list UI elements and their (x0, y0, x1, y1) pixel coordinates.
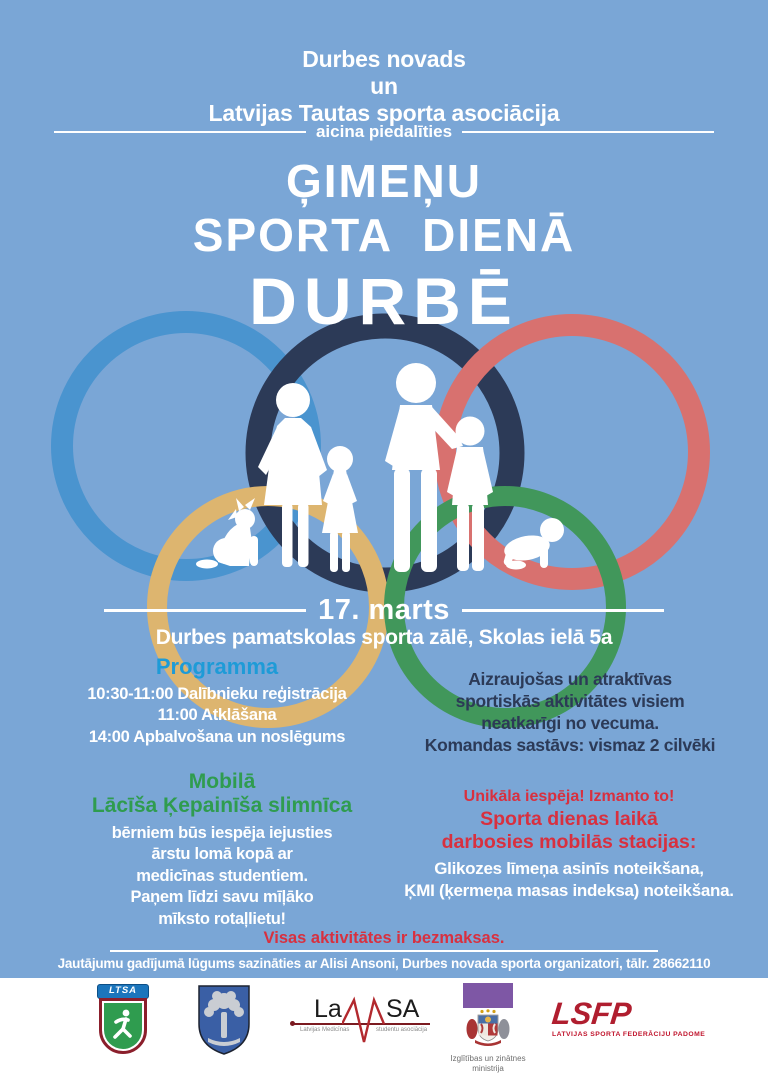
program-heading: Programma (155, 654, 279, 679)
separator-line (110, 950, 658, 952)
lamsa-subtext-right: studentu asociācija (376, 1027, 428, 1033)
title-line-3: DURBĒ (249, 264, 519, 338)
activities-line: Komandas sastāvs: vismaz 2 cilvēki (424, 735, 716, 756)
hospital-line: Paņem līdzi savu mīļāko (130, 888, 314, 907)
stations-heading-2: darbosies mobilās stacijas: (441, 831, 697, 853)
hospital-section (52, 770, 392, 930)
hospital-line: bērniem būs iespēja iejusties (111, 823, 333, 842)
header-conjunction: un (370, 73, 398, 99)
program-item: 11:00 Atklāšana (157, 706, 277, 725)
ltsa-shield-icon (99, 998, 147, 1054)
date-row (104, 594, 664, 627)
lsfp-caption: LATVIJAS SPORTA FEDERĀCIJU PADOME (552, 1030, 706, 1038)
activities-line: sportiskās aktivitātes visiem (455, 691, 685, 712)
ecg-heartbeat-icon (342, 996, 388, 1046)
lamsa-subtext-left: Latvijas Medicīnas (300, 1027, 350, 1033)
ministry-caption-1: Izglītības un zinātnes (450, 1054, 526, 1063)
header-organizer-2: Latvijas Tautas sporta asociācija (208, 100, 560, 126)
stations-intro: Unikāla iespēja! Izmanto to! (463, 788, 675, 805)
logo-strip (0, 978, 768, 1080)
header-tagline-row (54, 122, 714, 142)
stations-line: ĶMI (ķermeņa masas indeksa) noteikšana. (404, 881, 734, 901)
event-venue: Durbes pamatskolas sporta zālē, Skolas ielā 5a (155, 626, 613, 649)
ltsa-banner: LTSA (97, 984, 149, 999)
free-note: Visas aktivitātes ir bezmaksas. (263, 929, 505, 947)
lamsa-logo (290, 996, 432, 1046)
ministry-purple-block (463, 983, 513, 1008)
ltsa-logo (97, 984, 149, 1054)
activities-section (392, 668, 748, 756)
latvia-coat-of-arms-icon (465, 1009, 511, 1047)
stations-line: Glikozes līmeņa asinīs noteikšana, (434, 859, 704, 878)
lsfp-wordmark: LSFP (550, 996, 634, 1031)
title-line-1: ĢIMEŅU (286, 155, 482, 207)
tagline-rule-left (54, 131, 306, 133)
hospital-line: medicīnas studentiem. (136, 866, 308, 885)
durbe-coat-of-arms-icon (195, 984, 253, 1056)
lamsa-text-left: La (314, 995, 342, 1023)
activities-line: neatkarīgi no vecuma. (481, 713, 659, 734)
running-man-icon (109, 1007, 137, 1045)
tagline-rule-right (462, 131, 714, 133)
ministry-caption-2: ministrija (472, 1063, 504, 1073)
date-rule-right (462, 609, 664, 612)
contact-line: Jautājumu gadījumā lūgums sazināties ar Alisi Ansoni, Durbes novada sporta organizatori, tālr. 28662110 (57, 956, 711, 971)
event-date: 17. marts (318, 594, 450, 626)
date-rule-left (104, 609, 306, 612)
hospital-heading-2: Lācīša Ķepainīša slimnīca (91, 793, 353, 817)
header-organizer-1: Durbes novads (302, 46, 466, 72)
lsfp-logo (550, 996, 712, 1038)
hospital-line: ārstu lomā kopā ar (151, 845, 293, 864)
activities-line: Aizraujošas un atraktīvas (468, 669, 672, 689)
hospital-heading-1: Mobilā (188, 770, 256, 793)
program-item: 14:00 Apbalvošana un noslēgums (88, 727, 346, 746)
program-item: 10:30-11:00 Dalībnieku reģistrācija (87, 685, 347, 703)
ministry-logo (448, 983, 528, 1073)
hospital-line: mīksto rotaļlietu! (158, 909, 286, 928)
stations-heading-1: Sporta dienas laikā (480, 808, 658, 830)
header-tagline: aicina piedalīties (315, 122, 453, 141)
program-section (52, 654, 382, 748)
stations-section (385, 788, 753, 902)
lamsa-text-right: SA (386, 995, 420, 1023)
title-line-2: SPORTA DIENĀ (192, 209, 576, 261)
